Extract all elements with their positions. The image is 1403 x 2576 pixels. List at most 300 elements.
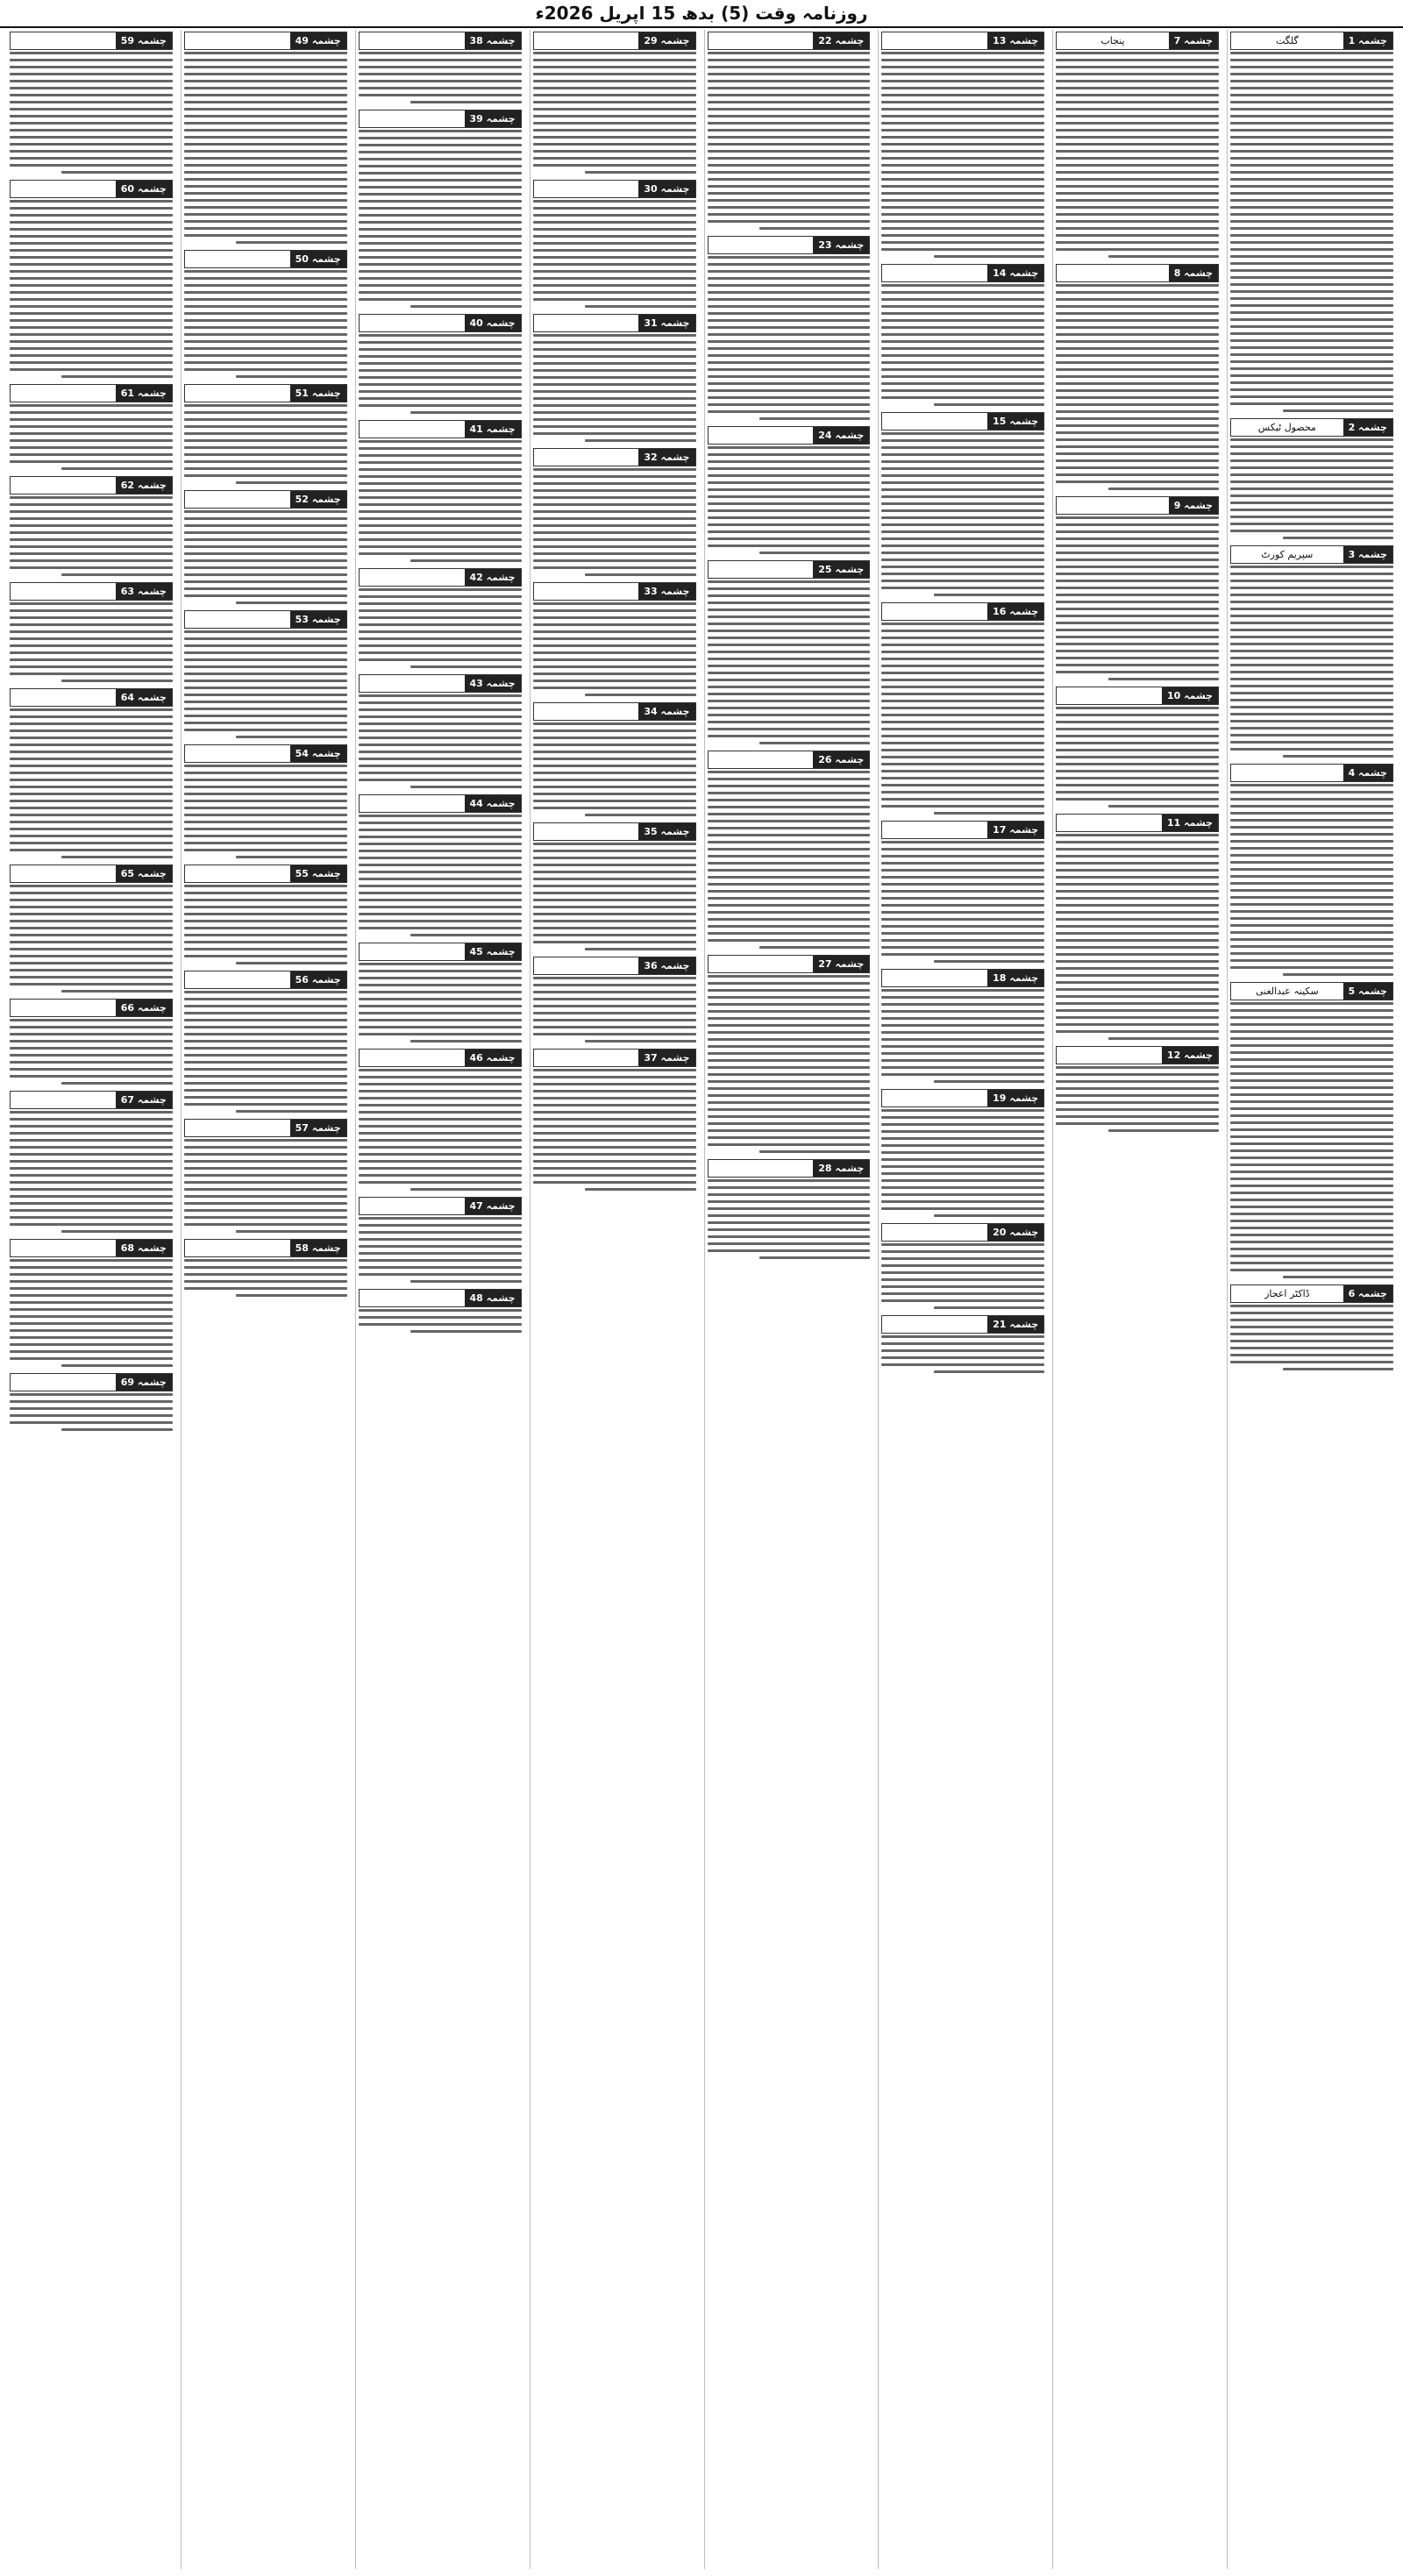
text-line — [184, 1181, 347, 1184]
text-line — [184, 234, 347, 237]
text-line — [184, 772, 347, 774]
text-line — [708, 834, 871, 836]
text-line — [1056, 946, 1219, 949]
text-line — [184, 566, 347, 569]
text-line — [533, 94, 696, 96]
text-line — [1230, 276, 1393, 279]
notice-body-text — [10, 1019, 173, 1085]
notice-number: چشمہ 15 — [987, 413, 1043, 430]
text-line — [708, 1200, 871, 1203]
notice-header — [533, 448, 696, 466]
text-line — [533, 207, 696, 210]
text-line — [184, 524, 347, 527]
notice-number: چشمہ 56 — [290, 971, 346, 988]
text-line — [10, 59, 173, 61]
text-line — [1056, 396, 1219, 399]
notice-entry — [10, 474, 173, 580]
text-line — [184, 411, 347, 414]
notice-heading — [534, 583, 639, 600]
text-line — [533, 432, 696, 435]
notice-number: چشمہ 42 — [465, 569, 521, 586]
text-line — [359, 144, 522, 146]
text-line — [359, 249, 522, 252]
text-line — [10, 101, 173, 103]
text-line — [708, 918, 871, 921]
notice-number: چشمہ 52 — [290, 491, 346, 508]
text-line — [585, 1040, 695, 1042]
text-line — [1230, 833, 1393, 836]
text-line — [533, 362, 696, 365]
text-line — [359, 242, 522, 245]
text-line — [1230, 73, 1393, 75]
text-line — [10, 453, 173, 456]
text-line — [1230, 523, 1393, 525]
text-line — [881, 623, 1044, 625]
notice-number: چشمہ 41 — [465, 421, 521, 438]
text-line — [10, 221, 173, 224]
text-line — [359, 221, 522, 224]
text-line — [359, 694, 522, 697]
notice-header — [10, 999, 173, 1017]
text-line — [708, 263, 871, 266]
text-line — [1056, 213, 1219, 216]
text-line — [881, 1264, 1044, 1267]
text-line — [533, 242, 696, 245]
text-line — [359, 362, 522, 365]
text-line — [1230, 1241, 1393, 1243]
notice-body-text — [533, 468, 696, 576]
text-line — [10, 835, 173, 837]
text-line — [1230, 748, 1393, 751]
text-line — [1230, 318, 1393, 321]
text-line — [708, 1080, 871, 1083]
text-line — [1230, 290, 1393, 293]
text-line — [359, 277, 522, 280]
text-line — [533, 122, 696, 125]
text-line — [708, 1193, 871, 1196]
column-2 — [1052, 30, 1221, 2569]
notice-body-text — [881, 1243, 1044, 1309]
text-line — [10, 439, 173, 442]
text-line — [881, 1024, 1044, 1027]
notice-header — [10, 1373, 173, 1391]
text-line — [359, 1026, 522, 1028]
text-line — [1056, 101, 1219, 103]
notice-number: چشمہ 48 — [465, 1290, 521, 1306]
text-line — [708, 1094, 871, 1097]
text-line — [881, 918, 1044, 921]
text-line — [708, 932, 871, 935]
text-line — [359, 284, 522, 287]
text-line — [934, 1370, 1044, 1373]
text-line — [10, 1040, 173, 1042]
text-line — [1283, 755, 1393, 758]
text-line — [1230, 199, 1393, 202]
text-line — [10, 368, 173, 371]
text-line — [881, 630, 1044, 632]
text-line — [881, 94, 1044, 96]
text-line — [1056, 284, 1219, 287]
text-line — [1056, 904, 1219, 907]
text-line — [1230, 706, 1393, 708]
text-line — [1108, 255, 1219, 258]
text-line — [1230, 734, 1393, 737]
text-line — [533, 284, 696, 287]
text-line — [1056, 516, 1219, 519]
notice-number: چشمہ 8 — [1169, 265, 1218, 281]
text-line — [1230, 395, 1393, 398]
notice-heading — [360, 1290, 465, 1306]
text-line — [184, 1216, 347, 1219]
text-line — [359, 1118, 522, 1121]
text-line — [881, 749, 1044, 751]
text-line — [1056, 855, 1219, 857]
text-line — [359, 1245, 522, 1248]
notice-entry — [708, 234, 871, 424]
notice-heading — [11, 32, 116, 49]
text-line — [10, 263, 173, 266]
notice-body-text — [881, 1109, 1044, 1217]
text-line — [881, 939, 1044, 942]
text-line — [1056, 389, 1219, 392]
notice-header — [359, 1289, 522, 1307]
text-line — [184, 277, 347, 280]
notice-body-text — [10, 404, 173, 470]
notice-entry — [10, 1371, 173, 1435]
text-line — [10, 665, 173, 668]
text-line — [881, 206, 1044, 209]
notice-body-text — [533, 1069, 696, 1191]
text-line — [881, 1257, 1044, 1260]
text-line — [1230, 297, 1393, 300]
text-line — [1230, 1121, 1393, 1124]
text-line — [533, 425, 696, 428]
text-line — [708, 66, 871, 68]
notice-header — [881, 32, 1044, 50]
text-line — [1230, 952, 1393, 955]
text-line — [10, 298, 173, 301]
notice-heading — [11, 583, 116, 600]
notice-heading — [534, 315, 639, 331]
text-line — [1230, 1319, 1393, 1321]
text-line — [1230, 206, 1393, 209]
text-line — [881, 686, 1044, 688]
text-line — [184, 779, 347, 781]
text-line — [1230, 910, 1393, 913]
text-line — [359, 270, 522, 273]
text-line — [533, 101, 696, 103]
text-line — [1230, 248, 1393, 251]
text-line — [1056, 1002, 1219, 1005]
text-line — [1230, 699, 1393, 701]
text-line — [708, 206, 871, 209]
text-line — [533, 115, 696, 117]
notice-heading — [11, 689, 116, 706]
text-line — [184, 185, 347, 188]
text-line — [184, 80, 347, 82]
text-line — [533, 927, 696, 929]
text-line — [1056, 1023, 1219, 1026]
text-line — [359, 871, 522, 873]
notice-heading — [360, 421, 465, 438]
text-line — [10, 934, 173, 936]
text-line — [1230, 861, 1393, 864]
notice-number: چشمہ 49 — [290, 32, 346, 49]
text-line — [1230, 601, 1393, 603]
text-line — [10, 510, 173, 513]
text-line — [881, 241, 1044, 244]
text-line — [184, 807, 347, 809]
text-line — [708, 530, 871, 533]
text-line — [533, 517, 696, 520]
text-line — [533, 1090, 696, 1092]
text-line — [708, 59, 871, 61]
text-line — [881, 481, 1044, 484]
text-line — [359, 1132, 522, 1135]
notice-entry — [359, 312, 522, 418]
notice-entry — [881, 30, 1044, 262]
text-line — [1056, 742, 1219, 744]
text-line — [1056, 714, 1219, 716]
text-line — [1230, 1255, 1393, 1257]
text-line — [10, 602, 173, 605]
text-line — [1056, 834, 1219, 836]
text-line — [184, 948, 347, 950]
notice-entry — [1056, 495, 1219, 685]
text-line — [1230, 1093, 1393, 1096]
text-line — [359, 454, 522, 457]
text-line — [359, 779, 522, 781]
text-line — [881, 1158, 1044, 1161]
text-line — [184, 206, 347, 209]
text-line — [1056, 862, 1219, 865]
text-line — [184, 59, 347, 61]
text-line — [359, 758, 522, 760]
text-line — [1230, 1135, 1393, 1138]
notice-number: چشمہ 67 — [116, 1092, 172, 1108]
text-line — [10, 1195, 173, 1198]
notice-body-text — [881, 623, 1044, 815]
notice-entry — [881, 1221, 1044, 1313]
text-line — [708, 178, 871, 181]
text-line — [881, 953, 1044, 956]
text-line — [359, 137, 522, 139]
text-line — [708, 644, 871, 646]
text-line — [881, 432, 1044, 435]
text-line — [1230, 1044, 1393, 1047]
text-line — [1230, 629, 1393, 631]
text-line — [184, 425, 347, 428]
text-line — [1056, 770, 1219, 772]
text-line — [10, 347, 173, 350]
text-line — [1230, 1178, 1393, 1180]
text-line — [359, 920, 522, 922]
notice-number: چشمہ 57 — [290, 1120, 346, 1136]
text-line — [184, 531, 347, 534]
notice-heading — [882, 265, 987, 281]
text-line — [881, 1349, 1044, 1352]
text-line — [1230, 452, 1393, 455]
notice-heading: ڈاکٹر اعجاز — [1264, 1288, 1310, 1299]
notice-body-text — [1230, 52, 1393, 412]
text-line — [1230, 1023, 1393, 1026]
notice-entry — [708, 749, 871, 953]
notice-body-text — [184, 630, 347, 738]
text-line — [881, 1017, 1044, 1020]
notice-body-text — [10, 496, 173, 576]
text-line — [184, 52, 347, 54]
text-line — [881, 87, 1044, 89]
text-line — [1230, 854, 1393, 857]
notice-body-text — [1056, 52, 1219, 258]
text-line — [10, 333, 173, 336]
text-line — [10, 418, 173, 421]
notice-body-text — [533, 52, 696, 174]
text-line — [10, 235, 173, 238]
text-line — [1230, 164, 1393, 167]
notice-body-text — [1230, 438, 1393, 539]
text-line — [1230, 1142, 1393, 1145]
text-line — [1056, 80, 1219, 82]
text-line — [1056, 94, 1219, 96]
text-line — [1056, 227, 1219, 230]
text-line — [10, 1118, 173, 1121]
notice-number: چشمہ 50 — [290, 251, 346, 267]
text-line — [184, 192, 347, 195]
text-line — [533, 1019, 696, 1021]
text-line — [1230, 1185, 1393, 1187]
text-line — [1230, 713, 1393, 715]
notice-header — [10, 384, 173, 402]
text-line — [10, 1153, 173, 1156]
text-line — [708, 714, 871, 716]
text-line — [1230, 1213, 1393, 1215]
text-line — [533, 468, 696, 471]
text-line — [1056, 417, 1219, 420]
text-line — [881, 115, 1044, 117]
text-line — [708, 523, 871, 526]
text-line — [359, 644, 522, 647]
notice-heading — [11, 1240, 116, 1256]
text-line — [533, 1111, 696, 1114]
text-line — [1230, 622, 1393, 624]
text-line — [881, 1031, 1044, 1034]
notice-heading — [185, 385, 290, 402]
text-line — [1230, 1206, 1393, 1208]
text-line — [708, 305, 871, 308]
notice-number: چشمہ 11 — [1162, 815, 1218, 831]
text-line — [934, 1306, 1044, 1309]
notice-header — [10, 582, 173, 601]
text-line — [359, 531, 522, 534]
notice-body-text — [359, 130, 522, 308]
text-line — [10, 1188, 173, 1191]
text-line — [10, 1407, 173, 1410]
text-line — [708, 616, 871, 618]
text-line — [1056, 87, 1219, 89]
text-line — [881, 679, 1044, 681]
text-line — [359, 1111, 522, 1114]
text-line — [10, 1280, 173, 1283]
text-line — [881, 1137, 1044, 1140]
text-line — [1230, 868, 1393, 871]
text-line — [881, 798, 1044, 801]
text-line — [881, 530, 1044, 533]
text-line — [359, 1316, 522, 1319]
text-line — [533, 786, 696, 788]
notice-heading — [882, 1090, 987, 1107]
notice-header — [533, 702, 696, 721]
text-line — [881, 1285, 1044, 1288]
text-line — [10, 637, 173, 640]
text-line — [1230, 1065, 1393, 1068]
notice-body-text — [1230, 1305, 1393, 1370]
text-line — [881, 1123, 1044, 1126]
text-line — [1056, 459, 1219, 462]
text-line — [184, 580, 347, 583]
text-line — [1056, 664, 1219, 666]
notice-entry — [708, 559, 871, 749]
text-line — [1230, 1009, 1393, 1012]
text-line — [1056, 869, 1219, 872]
text-line — [184, 1266, 347, 1269]
text-line — [184, 814, 347, 816]
text-line — [184, 87, 347, 89]
text-line — [881, 1335, 1044, 1338]
text-line — [184, 115, 347, 117]
text-line — [359, 1266, 522, 1269]
notice-number: چشمہ 9 — [1169, 497, 1218, 514]
text-line — [1230, 1051, 1393, 1054]
text-line — [359, 172, 522, 174]
text-line — [359, 73, 522, 75]
text-line — [759, 1150, 870, 1153]
text-line — [708, 256, 871, 259]
text-line — [1283, 1368, 1393, 1370]
text-line — [533, 341, 696, 344]
text-line — [1056, 312, 1219, 315]
text-line — [533, 644, 696, 647]
text-line — [934, 960, 1044, 963]
text-line — [1108, 1129, 1219, 1132]
text-line — [533, 1146, 696, 1149]
text-line — [881, 333, 1044, 336]
notice-number: چشمہ 5 — [1343, 983, 1392, 1000]
text-line — [10, 609, 173, 612]
text-line — [359, 348, 522, 351]
notice-heading — [709, 1160, 814, 1177]
text-line — [1230, 178, 1393, 181]
text-line — [708, 1073, 871, 1076]
text-line — [881, 559, 1044, 561]
text-line — [708, 368, 871, 371]
text-line — [1283, 973, 1393, 976]
text-line — [184, 1054, 347, 1057]
notice-entry — [10, 997, 173, 1089]
column-8 — [7, 30, 175, 2569]
text-line — [10, 786, 173, 788]
text-line — [184, 906, 347, 908]
text-line — [708, 143, 871, 146]
notice-entry — [184, 1117, 347, 1237]
notice-number: چشمہ 4 — [1343, 765, 1392, 781]
text-line — [533, 566, 696, 569]
notice-number: چشمہ 43 — [465, 675, 521, 692]
text-line — [1230, 1072, 1393, 1075]
text-line — [708, 679, 871, 681]
text-line — [359, 991, 522, 993]
text-line — [10, 1054, 173, 1057]
